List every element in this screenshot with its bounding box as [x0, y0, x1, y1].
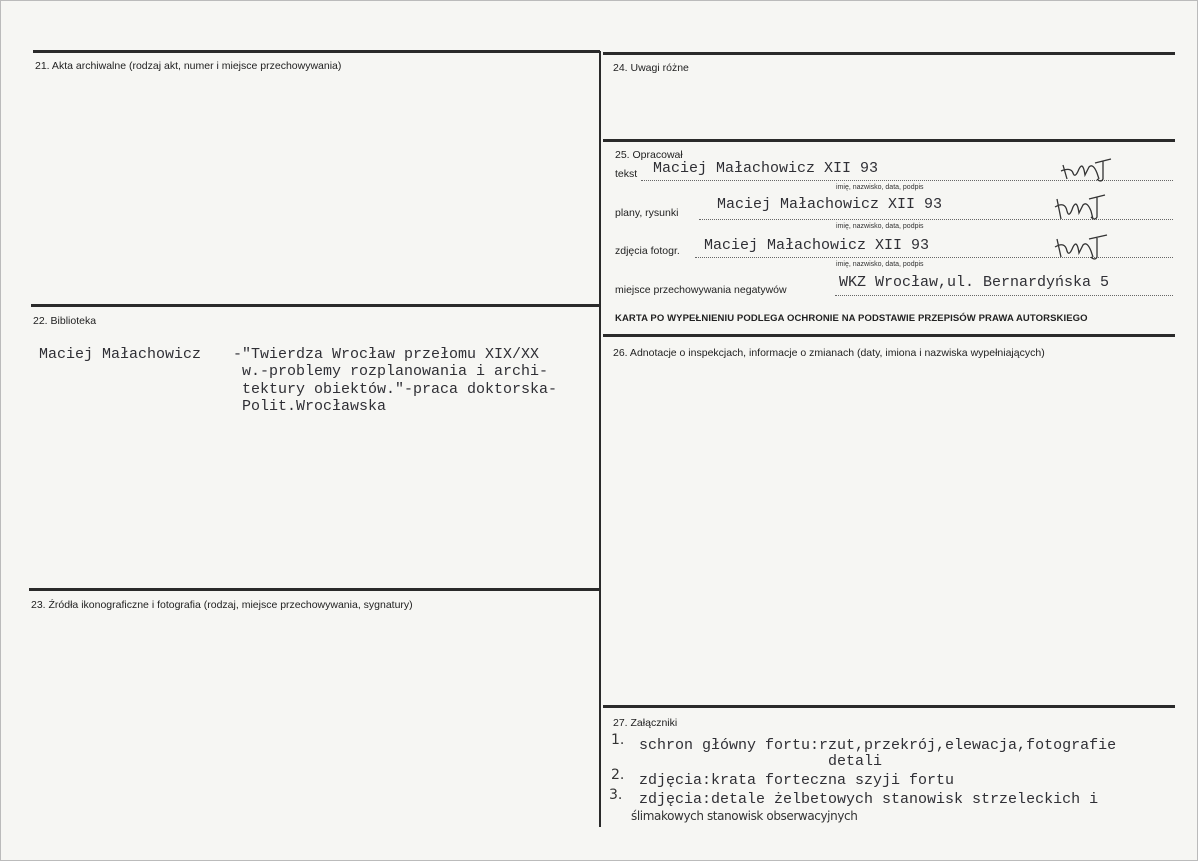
negatywy-label: miejsce przechowywania negatywów [615, 284, 787, 296]
attachment-3-text: zdjęcia:detale żelbetowych stanowisk strzeleckich i [639, 791, 1099, 808]
signature-zdjecia-icon [1051, 233, 1111, 261]
negatywy-dotted-line [835, 295, 1173, 296]
divider-25-26 [603, 334, 1175, 337]
attachment-2-text: zdjęcia:krata forteczna szyji fortu [639, 772, 955, 789]
library-line-1: -"Twierdza Wrocław przełomu XIX/XX [233, 346, 540, 363]
negatywy-value: WKZ Wrocław,ul. Bernardyńska 5 [839, 274, 1110, 291]
signature-tekst-icon [1059, 157, 1117, 183]
copyright-warning: KARTA PO WYPEŁNIENIU PODLEGA OCHRONIE NA PODSTAWIE PRZEPISÓW PRAWA AUTORSKIEGO [615, 313, 1088, 324]
plany-hint: imię, nazwisko, data, podpis [836, 223, 924, 230]
tekst-hint: imię, nazwisko, data, podpis [836, 184, 924, 191]
attachment-1-number: 1. [611, 732, 625, 748]
zdjecia-label: zdjęcia fotogr. [615, 245, 680, 257]
plany-value: Maciej Małachowicz XII 93 [717, 196, 943, 213]
section-23-label: 23. Źródła ikonograficzne i fotografia (rodzaj, miejsce przechowywania, sygnatury) [31, 599, 413, 611]
tekst-label: tekst [615, 168, 638, 180]
signature-plany-icon [1051, 193, 1109, 223]
library-line-3: tektury obiektów."-praca doktorska- [242, 381, 558, 398]
attachment-3-number: 3. [609, 787, 623, 803]
attachment-3-continuation: ślimakowych stanowisk obserwacyjnych [631, 809, 858, 823]
zdjecia-value: Maciej Małachowicz XII 93 [704, 237, 930, 254]
divider-24-25 [603, 139, 1175, 142]
library-author: Maciej Małachowicz [39, 346, 202, 363]
section-24-label: 24. Uwagi różne [613, 62, 689, 74]
divider-21-22 [31, 304, 599, 307]
plany-label: plany, rysunki [615, 207, 679, 219]
divider-22-23 [29, 588, 599, 591]
divider-top-right [603, 52, 1175, 55]
library-line-4: Polit.Wrocławska [242, 398, 387, 415]
attachment-1-continuation: detali [828, 753, 883, 770]
section-25-label: 25. Opracował [615, 149, 683, 161]
tekst-value: Maciej Małachowicz XII 93 [653, 160, 879, 177]
section-26-label: 26. Adnotacje o inspekcjach, informacje o zmianach (daty, imiona i nazwiska wypełniających) [613, 347, 1045, 359]
divider-26-27 [603, 705, 1175, 708]
divider-top-left [33, 50, 600, 53]
attachment-2-number: 2. [611, 767, 625, 783]
zdjecia-hint: imię, nazwisko, data, podpis [836, 261, 924, 268]
divider-center [599, 51, 601, 827]
section-22-label: 22. Biblioteka [33, 315, 97, 327]
library-line-2: w.-problemy rozplanowania i archi- [242, 363, 549, 380]
attachment-1-text: schron główny fortu:rzut,przekrój,elewacja,fotografie [639, 737, 1117, 754]
section-27-label: 27. Załączniki [613, 717, 678, 729]
section-21-label: 21. Akta archiwalne (rodzaj akt, numer i miejsce przechowywania) [35, 60, 342, 72]
